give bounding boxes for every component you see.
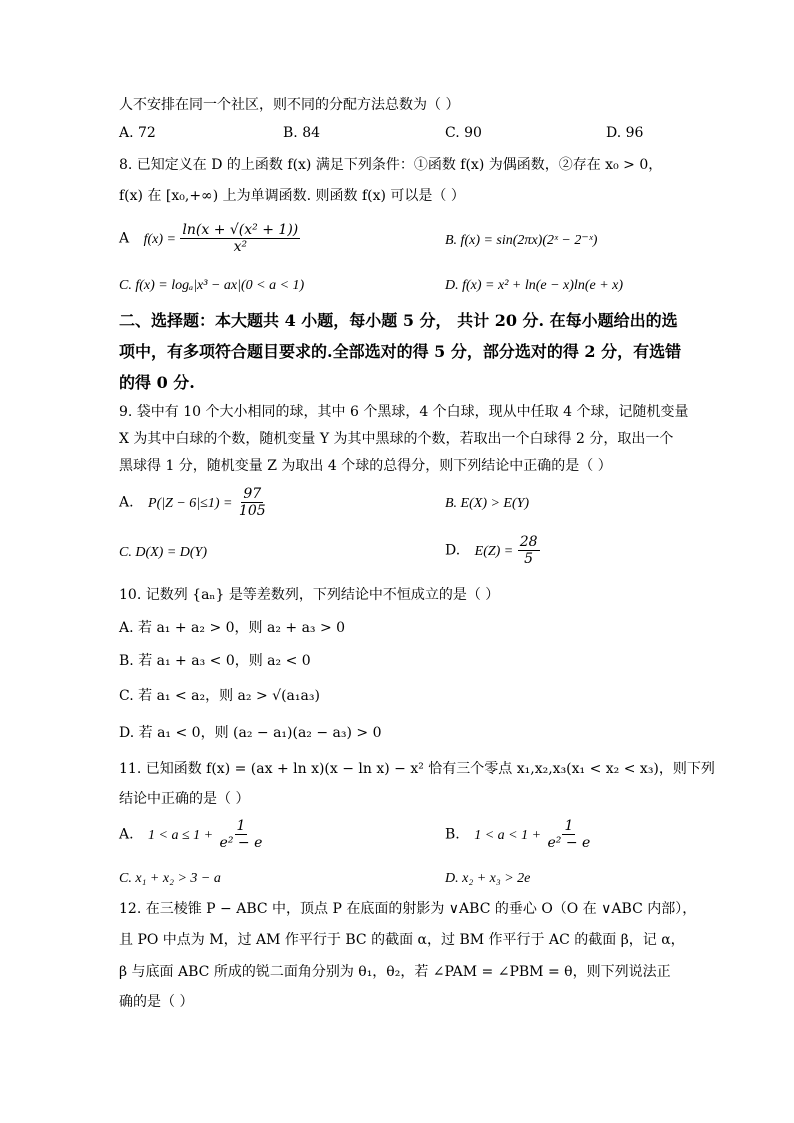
q11-option-b-denominator: e² − e	[547, 835, 591, 851]
q10-option-a: A. 若 a₁ + a₂ > 0，则 a₂ + a₃ > 0	[119, 620, 346, 636]
q9-stem-line2: X 为其中白球的个数，随机变量 Y 为其中黑球的个数，若取出一个白球得 2 分，取出一个	[119, 431, 674, 447]
q12-stem-line2: 且 PO 中点为 M，过 AM 作平行于 BC 的截面 α，过 BM 作平行于 AC 的截面 β，记 α，	[119, 932, 685, 948]
q10-option-c: C. 若 a₁ < a₂，则 a₂ > √(a₁a₃)	[119, 688, 320, 704]
q11-option-a-numerator: 1	[236, 818, 246, 834]
q11-option-a-fraction	[218, 818, 265, 851]
q8-option-c: C. f(x) = logₐ|x³ − ax|(0 < a < 1)	[119, 278, 305, 293]
q7-option-b: B. 84	[283, 125, 321, 141]
q8-option-a-label: A	[119, 230, 130, 247]
q10-stem: 10. 记数列 {aₙ} 是等差数列，下列结论中不恒成立的是（ ）	[119, 587, 500, 603]
q9-option-d-lhs: E(Z) =	[474, 543, 514, 559]
q10-option-b: B. 若 a₁ + a₃ < 0，则 a₂ < 0	[119, 653, 311, 669]
section2-heading-line3: 的得 0 分.	[119, 373, 195, 392]
q12-stem-line1: 12. 在三棱锥 P − ABC 中，顶点 P 在底面的射影为 ∨ABC 的垂心 O（O 在 ∨ABC 内部），	[119, 901, 697, 917]
q11-option-d: D. x₂ + x₃ > 2e	[445, 871, 531, 886]
q7-tail: 人不安排在同一个社区，则不同的分配方法总数为（ ）	[119, 97, 460, 113]
q7-option-d: D. 96	[606, 125, 644, 141]
q8-option-a-lhs: f(x) =	[143, 231, 176, 247]
q9-option-d-denominator: 5	[524, 551, 534, 567]
q8-option-a-numerator: ln(x + √(x² + 1))	[182, 222, 299, 238]
q9-option-a-numerator: 97	[243, 486, 262, 502]
q9-stem-line1: 9. 袋中有 10 个大小相同的球，其中 6 个黑球，4 个白球，现从中任取 4 个球，记随机变量	[119, 404, 689, 420]
q12-stem-line3: β 与底面 ABC 所成的锐二面角分别为 θ₁，θ₂，若 ∠PAM = ∠PBM = θ，则下列说法正	[119, 964, 671, 980]
q9-option-d	[445, 534, 540, 567]
q9-option-a-label: A.	[119, 494, 134, 511]
q10-option-d: D. 若 a₁ < 0，则 (a₂ − a₁)(a₂ − a₃) > 0	[119, 725, 382, 741]
q11-option-b	[445, 818, 592, 851]
q8-option-b: B. f(x) = sin(2πx)(2ˣ − 2⁻ˣ)	[445, 233, 598, 248]
q12-stem-line4: 确的是（ ）	[119, 994, 194, 1010]
q9-option-d-fraction	[518, 534, 540, 567]
q9-option-c: C. D(X) = D(Y)	[119, 545, 207, 560]
q9-option-d-label: D.	[445, 542, 461, 559]
q8-option-a	[119, 222, 300, 255]
q9-option-d-numerator: 28	[519, 534, 538, 550]
q11-option-a-lhs: 1 < a ≤ 1 +	[148, 827, 214, 843]
q11-option-a	[119, 818, 264, 851]
q9-stem-line3: 黑球得 1 分，随机变量 Z 为取出 4 个球的总得分，则下列结论中正确的是（ ）	[119, 458, 612, 474]
q11-option-a-denominator: e² − e	[219, 835, 263, 851]
q7-option-c: C. 90	[445, 125, 482, 141]
section2-heading-line1: 二、选择题：本大题共 4 小题，每小题 5 分， 共计 20 分. 在每小题给出的选	[119, 311, 678, 330]
q11-stem-line2: 结论中正确的是（ ）	[119, 791, 250, 807]
q8-stem-line2: f(x) 在 [x₀,+∞) 上为单调函数. 则函数 f(x) 可以是（ ）	[119, 188, 465, 204]
q9-option-a	[119, 486, 268, 519]
q11-option-b-fraction	[546, 818, 593, 851]
q11-option-b-lhs: 1 < a < 1 +	[474, 827, 542, 843]
q8-option-a-fraction	[180, 222, 300, 255]
q9-option-a-lhs: P(|Z − 6|≤1) =	[148, 495, 233, 511]
q9-option-b: B. E(X) > E(Y)	[445, 496, 530, 511]
q11-stem-line1: 11. 已知函数 f(x) = (ax + ln x)(x − ln x) − x² 恰有三个零点 x₁,x₂,x₃(x₁ < x₂ < x₃)，则下列	[119, 761, 715, 777]
q7-option-a: A. 72	[119, 125, 156, 141]
q11-option-b-label: B.	[445, 826, 460, 843]
q9-option-a-fraction	[237, 486, 268, 519]
q8-option-d: D. f(x) = x² + ln(e − x)ln(e + x)	[445, 278, 624, 293]
section2-heading-line2: 项中，有多项符合题目要求的.全部选对的得 5 分，部分选对的得 2 分，有选错	[119, 342, 682, 361]
q11-option-c: C. x₁ + x₂ > 3 − a	[119, 871, 221, 886]
q11-option-a-label: A.	[119, 826, 134, 843]
q9-option-a-denominator: 105	[238, 503, 266, 519]
q8-stem-line1: 8. 已知定义在 D 的上函数 f(x) 满足下列条件：①函数 f(x) 为偶函数，②存在 x₀ > 0，	[119, 157, 663, 173]
q8-option-a-denominator: x²	[233, 239, 248, 255]
q11-option-b-numerator: 1	[564, 818, 574, 834]
